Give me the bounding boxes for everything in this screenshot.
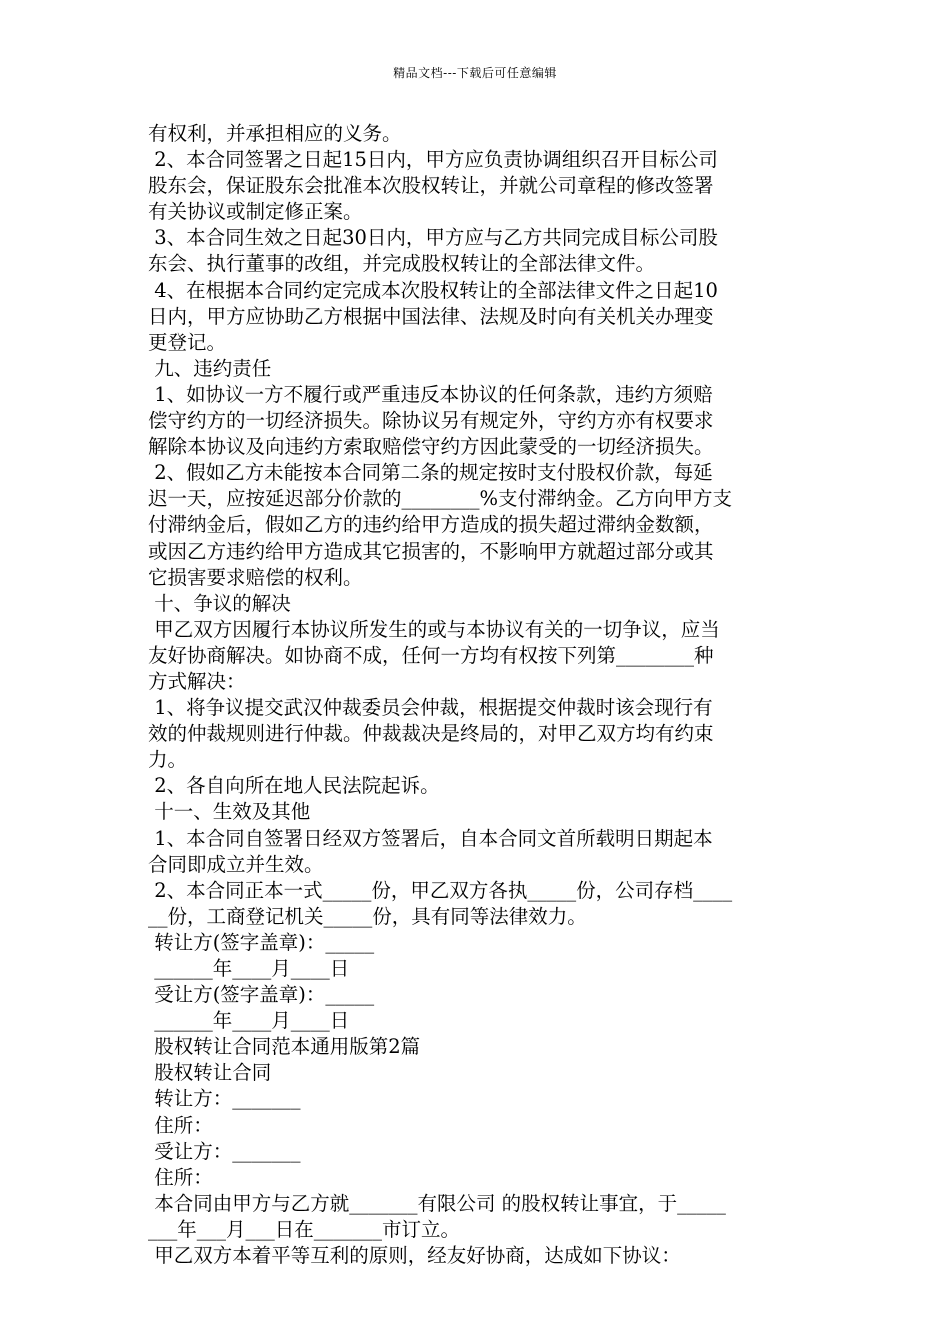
- section-heading: 九、违约责任: [148, 356, 272, 380]
- text-line: 合同即成立并生效。: [148, 852, 324, 876]
- text-line: 解除本协议及向违约方索取赔偿守约方因此蒙受的一切经济损失。: [148, 435, 714, 459]
- date-line: ______年____月____日: [148, 1009, 350, 1033]
- text-line: 2、本合同正本一式_____份，甲乙双方各执_____份，公司存档____: [148, 878, 733, 902]
- text-line: ___年___月___日在_______市订立。: [148, 1217, 461, 1241]
- text-line: 方式解决：: [148, 669, 246, 693]
- text-line: 本合同由甲方与乙方就_______有限公司 的股权转让事宜，于_____: [148, 1191, 726, 1215]
- text-line: 转让方：_______: [148, 1087, 301, 1111]
- page-header: 精品文档---下载后可任意编辑: [393, 66, 557, 80]
- contract-title: 股权转让合同: [148, 1061, 272, 1085]
- text-line: 住所：: [148, 1113, 213, 1137]
- document-title: 股权转让合同范本通用版第2篇: [148, 1035, 421, 1059]
- signature-line: 转让方(签字盖章)：_____: [148, 930, 375, 954]
- document-body: [148, 121, 818, 1269]
- text-line: 3、本合同生效之日起30日内，甲方应与乙方共同完成目标公司股: [148, 226, 718, 250]
- text-line: 1、将争议提交武汉仲裁委员会仲裁，根据提交仲裁时该会现行有: [148, 696, 713, 720]
- section-heading: 十一、生效及其他: [148, 800, 311, 824]
- text-line: 4、在根据本合同约定完成本次股权转让的全部法律文件之日起10: [148, 278, 718, 302]
- text-line: 有关协议或制定修正案。: [148, 200, 363, 224]
- section-heading: 十、争议的解决: [148, 591, 291, 615]
- text-line: __份，工商登记机关_____份，具有同等法律效力。: [148, 904, 587, 928]
- text-line: 2、本合同签署之日起15日内，甲方应负责协调组织召开目标公司: [148, 148, 718, 172]
- text-line: 2、假如乙方未能按本合同第二条的规定按时支付股权价款，每延: [148, 461, 713, 485]
- text-line: 它损害要求赔偿的权利。: [148, 565, 363, 589]
- text-line: 偿守约方的一切经济损失。除协议另有规定外，守约方亦有权要求: [148, 409, 714, 433]
- text-line: 2、各自向所在地人民法院起诉。: [148, 774, 440, 798]
- text-line: 住所：: [148, 1165, 213, 1189]
- text-line: 东会、执行董事的改组，并完成股权转让的全部法律文件。: [148, 252, 656, 276]
- date-line: ______年____月____日: [148, 957, 350, 980]
- text-line: 受让方：_______: [148, 1139, 301, 1163]
- text-line: 日内，甲方应协助乙方根据中国法律、法规及时向有关机关办理变: [148, 304, 714, 328]
- text-line: 股东会，保证股东会批准本次股权转让，并就公司章程的修改签署: [148, 174, 714, 198]
- text-line: 有权利，并承担相应的义务。: [148, 122, 402, 145]
- text-line: 更登记。: [148, 330, 227, 354]
- text-line: 迟一天，应按延迟部分价款的________%支付滞纳金。乙方向甲方支: [148, 487, 733, 511]
- text-line: 效的仲裁规则进行仲裁。仲裁裁决是终局的，对甲乙双方均有约束: [148, 722, 714, 746]
- text-line: 或因乙方违约给甲方造成其它损害的，不影响甲方就超过部分或其: [148, 539, 714, 563]
- text-line: 甲乙双方因履行本协议所发生的或与本协议有关的一切争议，应当: [148, 617, 720, 641]
- text-line: 友好协商解决。如协商不成，任何一方均有权按下列第________种: [148, 643, 714, 667]
- text-line: 甲乙双方本着平等互利的原则，经友好协商，达成如下协议：: [148, 1244, 681, 1268]
- text-line: 1、如协议一方不履行或严重违反本协议的任何条款，违约方须赔: [148, 382, 713, 406]
- signature-line: 受让方(签字盖章)：_____: [148, 983, 375, 1007]
- text-line: 1、本合同自签署日经双方签署后，自本合同文首所载明日期起本: [148, 826, 713, 850]
- text-line: 付滞纳金后，假如乙方的违约给甲方造成的损失超过滞纳金数额，: [148, 513, 714, 537]
- text-line: 力。: [148, 748, 188, 772]
